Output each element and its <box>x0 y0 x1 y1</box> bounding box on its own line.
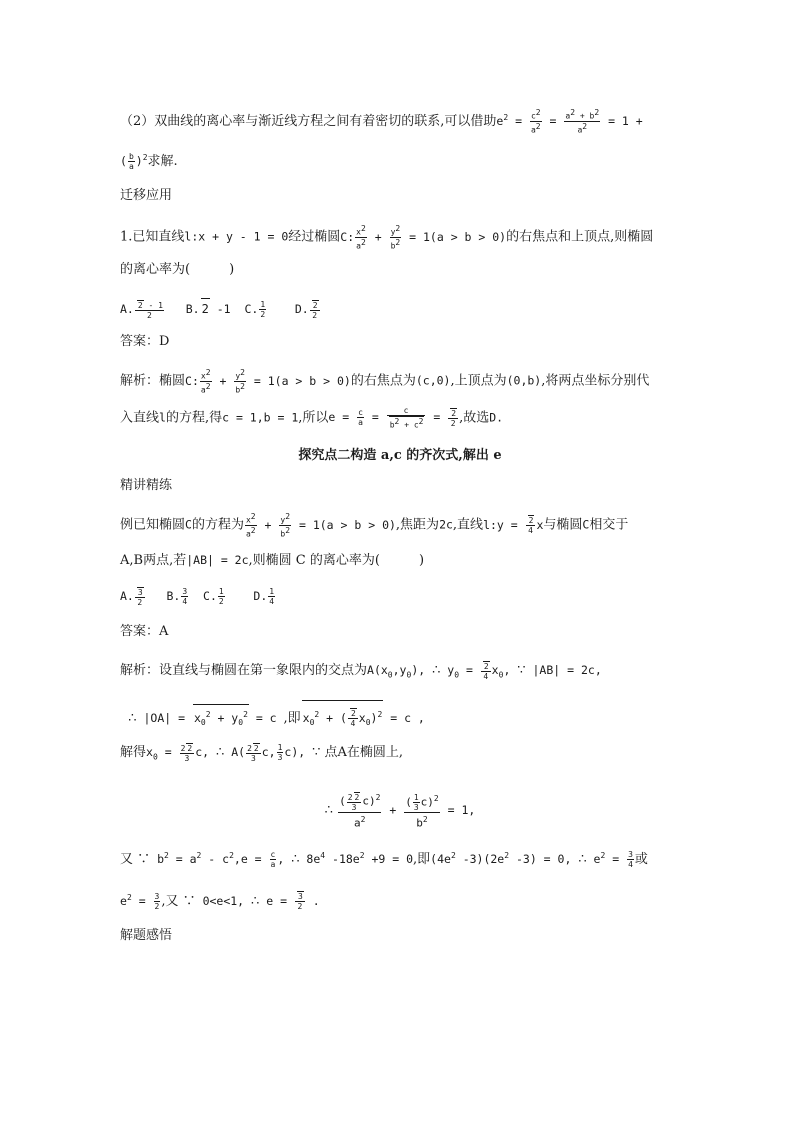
ex-solution-3: 解得$x_0$ = $\frac{2 2}{3}$ c, ∴ A( $\frac{2 2}{3}$ c, $\frac{1}{3}$ c), ∵ 点A在椭圆上, <box>120 743 404 763</box>
ex-solution-1: 解析：设直线与椭圆在第一象限内的交点为$A(x_0,y_0)$, ∴ $y_0$ = $\frac{2}{4}$ $x_0$, ∵ |AB| = 2c, <box>120 661 602 681</box>
q1-stem-2: 的离心率为( ) <box>120 262 235 277</box>
intro-text-2: 求解. <box>147 153 178 169</box>
intro-line-2 <box>120 148 178 172</box>
section-title-transfer: 迁移应用 <box>120 188 173 203</box>
ex-stem-1: 例已知椭圆C的方程为 $\frac{x^2}{a^2}$ + $\frac{y^2}{b^2}$ = 1(a > b > 0),焦距为2c,直线l:y = $\frac{2}{4}$ x与椭圆C相交于 <box>120 512 629 539</box>
q1-stem-1: 1.已知直线l:x + y - 1 = 0经过椭圆C: $\frac{x^2}{a^2}$ + $\frac{y^2}{b^2}$ = 1(a > b > 0)的右焦点和上顶点,则椭圆 <box>120 224 654 251</box>
ex-solution-6: $e^2$ = $\frac{3}{2}$ ,又 ∵ 0<e<1, ∴ e = $\frac{3}{2}$ . <box>120 891 320 912</box>
section-title-3: 解题感悟 <box>120 928 173 943</box>
q1-analysis-1: 解析：椭圆C: $\frac{x^2}{a^2}$ + $\frac{y^2}{b^2}$ = 1(a > b > 0)的右焦点为(c,0),上顶点为(0,b),将两点坐标分别代 <box>120 368 650 395</box>
ex-stem-2: A,B两点,若|AB| = 2c,则椭圆 C 的离心率为( ) <box>120 553 425 568</box>
ex-answer: 答案：A <box>120 624 169 639</box>
ex-solution-5: 又 ∵ $b^2 = a^2 - c^2,e$ = $\frac{c}{a}$ , ∴ $8e^4$ $-18e^2 +9 = 0$,即($4e^2$ $-3)(2e^2$ -3) = 0, ∴ $e^2$ = $\frac{3}{4}$ 或 <box>120 849 648 869</box>
formula-e2: $e^2$ = $\frac{c^2}{a^2}$ = $\frac{a^2 + b^2}{a^2}$ = 1 + <box>496 108 643 135</box>
ex-solution-2: ∴ $|OA| = x_0^2 + y_0^2 = c$ ,即 $x_0^2$ + ( $\frac{2}{4}$ $x_0)^2 = c$ , <box>120 700 425 733</box>
q1-analysis-2: 入直线l的方程,得c = 1,b = 1,所以e = $\frac{c}{a}$ = $\frac{c}{b^2 + c^2}$ = $\frac{2}{2}$ ,故选D. <box>120 406 504 430</box>
q1-options: A. $\frac{2 - 1}{2}$ B. 2 -1 C. $\frac{1}{2}$ D. $\frac{2}{2}$ <box>120 300 318 320</box>
intro-line-1 <box>120 108 643 134</box>
section-sub-2: 精讲精练 <box>120 478 173 493</box>
q1-answer: 答案：D <box>120 334 170 349</box>
ex-solution-4: ∴ ( $\frac{2 2}{3}$ c)$^2$ $a^2$ + ( $\frac{1}{3}$ c)$^2$ $b^2$ = 1, <box>324 792 476 830</box>
intro-text: （2）双曲线的离心率与渐近线方程之间有着密切的联系,可以借助 <box>120 113 497 129</box>
formula-b-over-a: ( $\frac{b}{a}$ )$^2$ <box>120 151 148 171</box>
section-title-2: 探究点二构造 a,c 的齐次式,解出 e <box>298 448 502 463</box>
ex-options: A. $\frac{3}{2}$ B. $\frac{3}{4}$ C. $\frac{1}{2}$ D. $\frac{1}{4}$ <box>120 587 275 607</box>
